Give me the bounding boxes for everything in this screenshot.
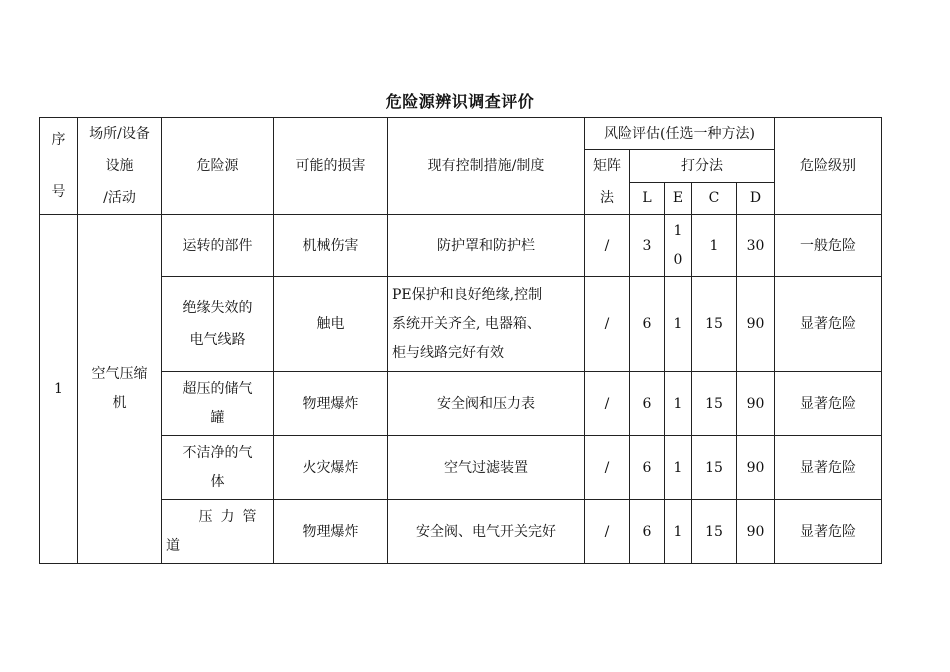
C-cell: 15 xyxy=(692,372,737,436)
header-controls: 现有控制措施/制度 xyxy=(388,118,585,215)
table-row xyxy=(40,500,882,564)
control-text-l1: PE保护和良好绝缘,控制 xyxy=(392,286,543,303)
header-risk-eval: 风险评估(任选一种方法) xyxy=(585,118,775,150)
matrix-cell: / xyxy=(585,277,630,372)
E-cell: 1 xyxy=(665,436,692,500)
control-cell: 安全阀和压力表 xyxy=(388,372,585,436)
hazard-text-l1: 不洁净的气 xyxy=(182,444,253,461)
header-L: L xyxy=(630,182,665,215)
E-digit-1: 1 xyxy=(673,222,683,239)
hazard-text-l2: 道 xyxy=(166,537,180,554)
D-cell: 90 xyxy=(737,436,775,500)
group-place-l1: 空气压缩 xyxy=(91,366,148,382)
header-row-1 xyxy=(40,118,882,150)
control-cell xyxy=(388,277,585,372)
L-cell: 6 xyxy=(630,500,665,564)
header-seq xyxy=(40,118,78,215)
hazard-text-l2: 电气线路 xyxy=(189,332,246,348)
table-row xyxy=(40,372,882,436)
matrix-cell: / xyxy=(585,436,630,500)
C-cell: 15 xyxy=(692,500,737,564)
E-digit-2: 0 xyxy=(673,251,683,268)
hazard-text: 运转的部件 xyxy=(182,237,253,254)
control-text-l2: 系统开关齐全, 电器箱、 xyxy=(392,315,541,332)
L-cell: 3 xyxy=(630,215,665,277)
level-cell: 显著危险 xyxy=(775,372,882,436)
hazard-cell xyxy=(162,215,274,277)
hazard-text-l2: 罐 xyxy=(210,409,225,426)
hazard-cell xyxy=(162,436,274,500)
C-cell: 15 xyxy=(692,277,737,372)
table-row xyxy=(40,215,882,277)
level-cell: 显著危险 xyxy=(775,436,882,500)
header-level: 危险级别 xyxy=(775,118,882,215)
level-cell: 显著危险 xyxy=(775,500,882,564)
header-harm: 可能的损害 xyxy=(274,118,388,215)
matrix-cell: / xyxy=(585,500,630,564)
harm-cell: 物理爆炸 xyxy=(274,372,388,436)
harm-cell: 触电 xyxy=(274,277,388,372)
header-scoring: 打分法 xyxy=(630,150,775,183)
E-cell: 1 xyxy=(665,277,692,372)
D-cell: 30 xyxy=(737,215,775,277)
control-text-l3: 柜与线路完好有效 xyxy=(392,344,504,361)
L-cell: 6 xyxy=(630,277,665,372)
header-place xyxy=(78,118,162,215)
header-place-l2: 设施 xyxy=(105,158,134,174)
level-cell: 一般危险 xyxy=(775,215,882,277)
hazard-text-l2: 体 xyxy=(210,473,225,490)
header-place-l1: 场所/设备 xyxy=(89,126,150,142)
group-place-l2: 机 xyxy=(112,395,127,411)
header-C: C xyxy=(692,182,737,215)
header-E: E xyxy=(665,182,692,215)
hazard-cell xyxy=(162,372,274,436)
header-matrix xyxy=(585,150,630,215)
C-cell: 1 xyxy=(692,215,737,277)
L-cell: 6 xyxy=(630,436,665,500)
E-cell xyxy=(665,215,692,277)
header-hazard: 危险源 xyxy=(162,118,274,215)
header-D: D xyxy=(737,182,775,215)
header-seq-bottom: 号 xyxy=(51,184,66,200)
matrix-cell: / xyxy=(585,372,630,436)
control-cell: 安全阀、电气开关完好 xyxy=(388,500,585,564)
header-seq-top: 序 xyxy=(51,132,66,148)
header-seq-gap xyxy=(40,151,77,181)
hazard-text-l1: 超压的储气 xyxy=(182,380,253,397)
control-cell: 空气过滤装置 xyxy=(388,436,585,500)
C-cell: 15 xyxy=(692,436,737,500)
table-row xyxy=(40,277,882,372)
header-place-l3: /活动 xyxy=(103,190,136,206)
table-row xyxy=(40,436,882,500)
hazard-text-l1: 绝缘失效的 xyxy=(182,300,253,316)
control-cell: 防护罩和防护栏 xyxy=(388,215,585,277)
harm-cell: 机械伤害 xyxy=(274,215,388,277)
matrix-cell: / xyxy=(585,215,630,277)
D-cell: 90 xyxy=(737,500,775,564)
header-matrix-l1: 矩阵 xyxy=(593,158,621,174)
D-cell: 90 xyxy=(737,372,775,436)
hazard-text-l1: 压力管 xyxy=(198,508,265,525)
hazard-cell xyxy=(162,500,274,564)
header-matrix-l2: 法 xyxy=(600,190,614,206)
harm-cell: 物理爆炸 xyxy=(274,500,388,564)
harm-cell: 火灾爆炸 xyxy=(274,436,388,500)
L-cell: 6 xyxy=(630,372,665,436)
E-cell: 1 xyxy=(665,372,692,436)
hazard-cell xyxy=(162,277,274,372)
page-title: 危险源辨识调查评价 xyxy=(385,92,535,111)
E-cell: 1 xyxy=(665,500,692,564)
hazard-table xyxy=(39,117,882,564)
group-place xyxy=(78,215,162,564)
D-cell: 90 xyxy=(737,277,775,372)
group-seq: 1 xyxy=(40,215,78,564)
level-cell: 显著危险 xyxy=(775,277,882,372)
